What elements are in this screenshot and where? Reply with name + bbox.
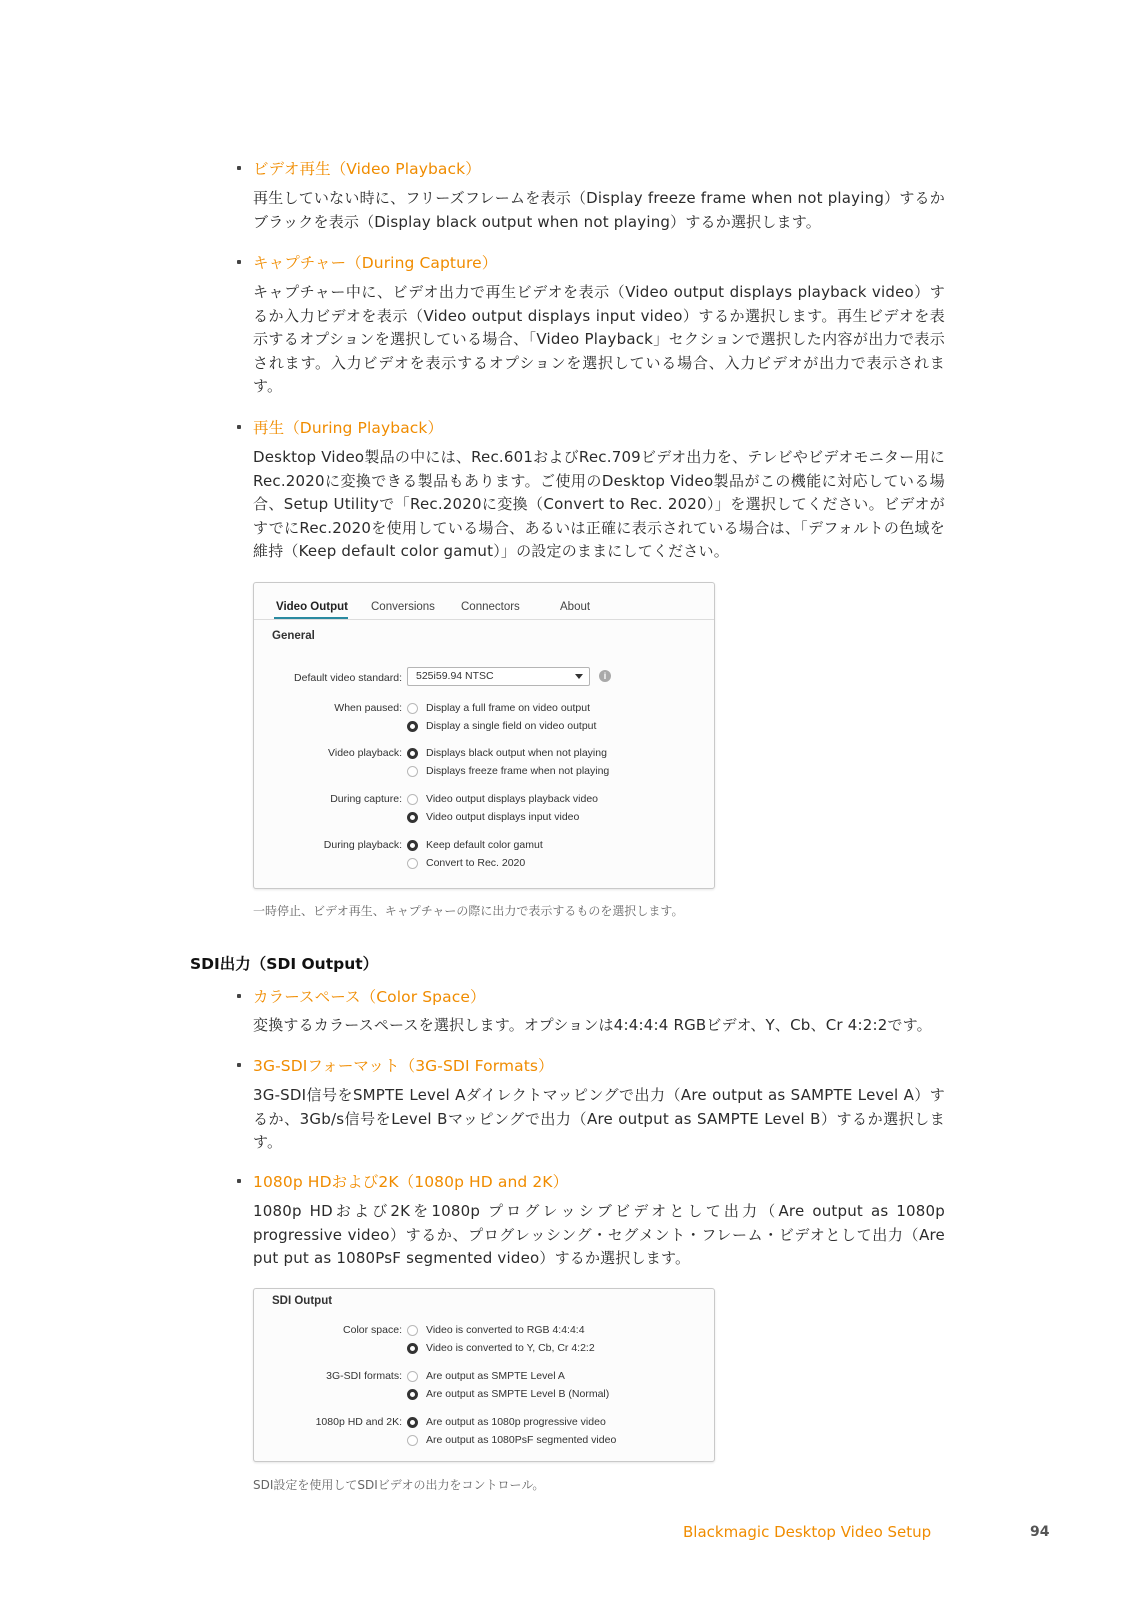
radio-level-a[interactable] xyxy=(407,1371,418,1382)
tab-video-output[interactable]: Video Output xyxy=(276,601,348,613)
option-label: Are output as 1080p progressive video xyxy=(426,1416,606,1428)
bullet-marker xyxy=(237,425,241,429)
heading-during-capture: キャプチャー（During Capture） xyxy=(253,254,498,272)
option-label: Convert to Rec. 2020 xyxy=(426,857,526,869)
page-number: 94 xyxy=(1030,1524,1050,1540)
radio-playback-freeze-frame[interactable] xyxy=(407,766,418,777)
option-label: Display a full frame on video output xyxy=(426,702,591,714)
option-label: Are output as 1080PsF segmented video xyxy=(426,1434,617,1446)
radio-1080p-progressive[interactable] xyxy=(407,1417,418,1428)
option-label: Video is converted to Y, Cb, Cr 4:2:2 xyxy=(426,1342,595,1354)
figure-caption-sdi-output: SDI設定を使用してSDIビデオの出力をコントロール。 xyxy=(253,1478,545,1492)
info-icon[interactable]: i xyxy=(599,670,611,682)
tab-conversions[interactable]: Conversions xyxy=(371,601,435,613)
heading-3g-sdi-formats: 3G-SDIフォーマット（3G-SDI Formats） xyxy=(253,1057,554,1075)
body-video-playback: 再生していない時に、フリーズフレームを表示（Display freeze frame when not playing）するかブラックを表示（Display black output when not playing）するか選択します。 xyxy=(253,189,945,231)
option-label: Displays black output when not playing xyxy=(426,747,607,759)
option-label: Video output displays playback video xyxy=(426,793,599,805)
body-1080p-hd-2k: 1080p HDおよび2Kを1080p プログレッシブビデオとして出力（Are output as 1080p progressive video）するか、プログレッシング・セグメント・フレーム・ビデオとして出力（Are put put as 1080PsF segmented video）するか選択します。 xyxy=(253,1202,945,1267)
radio-when-paused-full-frame[interactable] xyxy=(407,703,418,714)
tab-divider xyxy=(254,619,714,620)
radio-1080psf-segmented[interactable] xyxy=(407,1435,418,1446)
group-title-general: General xyxy=(272,630,315,642)
radio-keep-default-gamut[interactable] xyxy=(407,840,418,851)
radio-playback-black-output[interactable] xyxy=(407,748,418,759)
1080p-hd-2k-label: 1080p HD and 2K: xyxy=(315,1416,402,1428)
chevron-down-icon xyxy=(575,674,583,679)
option-label: Are output as SMPTE Level B (Normal) xyxy=(426,1388,610,1400)
radio-capture-input-video[interactable] xyxy=(407,812,418,823)
option-label: Displays freeze frame when not playing xyxy=(426,765,610,777)
radio-level-b[interactable] xyxy=(407,1389,418,1400)
tab-about[interactable]: About xyxy=(560,601,591,613)
group-title-sdi-output: SDI Output xyxy=(272,1295,333,1307)
radio-capture-playback-video[interactable] xyxy=(407,794,418,805)
body-during-playback: Desktop Video製品の中には、Rec.601およびRec.709ビデオ出力を、テレビやビデオモニター用にRec.2020に変換できる製品もあります。ご使用のDesktop Video製品がこの機能に対応している場合、Setup Utilityで「Rec.2020に変換（Convert to Rec. 2020）」を選択してください。ビデオがすでにRec.2020を使用している場合、あるいは正確に表示されている場合は、「デフォルトの色域を維持（Keep default color gamut）」の設定のままにしてください。 xyxy=(253,448,945,560)
video-playback-label: Video playback: xyxy=(328,747,402,759)
body-color-space: 変換するカラースペースを選択します。オプションは4:4:4:4 RGBビデオ、Y、Cb、Cr 4:2:2です。 xyxy=(253,1016,932,1034)
heading-during-playback: 再生（During Playback） xyxy=(253,419,444,437)
radio-convert-rec2020[interactable] xyxy=(407,858,418,869)
radio-when-paused-single-field[interactable] xyxy=(407,721,418,732)
body-3g-sdi-formats: 3G-SDI信号をSMPTE Level Aダイレクトマッピングで出力（Are output as SAMPTE Level A）するか、3Gb/s信号をLevel Bマッピングで出力（Are output as SAMPTE Level B）するか選択します。 xyxy=(253,1086,945,1151)
bullet-marker xyxy=(237,260,241,264)
color-space-label: Color space: xyxy=(343,1324,402,1336)
option-label: Keep default color gamut xyxy=(426,839,543,851)
default-standard-value: 525i59.94 NTSC xyxy=(416,670,494,682)
bullet-marker xyxy=(237,994,241,998)
option-label: Are output as SMPTE Level A xyxy=(426,1370,565,1382)
heading-color-space: カラースペース（Color Space） xyxy=(253,988,486,1006)
default-standard-select[interactable] xyxy=(407,667,590,686)
during-playback-label: During playback: xyxy=(323,839,402,851)
video-output-settings-panel xyxy=(253,582,715,889)
option-label: Display a single field on video output xyxy=(426,720,597,732)
radio-color-space-rgb[interactable] xyxy=(407,1325,418,1336)
when-paused-label: When paused: xyxy=(334,702,402,714)
sdi-output-settings-panel xyxy=(253,1288,715,1462)
bullet-marker xyxy=(237,166,241,170)
footer-brand: Blackmagic Desktop Video Setup xyxy=(683,1523,932,1541)
3g-sdi-formats-label: 3G-SDI formats: xyxy=(326,1370,402,1382)
option-label: Video output displays input video xyxy=(426,811,580,823)
heading-video-playback: ビデオ再生（Video Playback） xyxy=(253,160,481,178)
radio-color-space-ycbcr[interactable] xyxy=(407,1343,418,1354)
bullet-marker xyxy=(237,1063,241,1067)
heading-1080p-hd-2k: 1080p HDおよび2K（1080p HD and 2K） xyxy=(253,1173,569,1191)
section-title-sdi-output: SDI出力（SDI Output） xyxy=(190,955,379,973)
body-during-capture: キャプチャー中に、ビデオ出力で再生ビデオを表示（Video output displays playback video）するか入力ビデオを表示（Video output displays input video）するか選択します。再生ビデオを表示するオプションを選択している場合、「Video Playback」セクションで選択した内容が出力で表示されます。入力ビデオを表示するオプションを選択している場合、入力ビデオが出力で表示されます。 xyxy=(253,283,945,395)
option-label: Video is converted to RGB 4:4:4:4 xyxy=(426,1324,585,1336)
figure-caption-video-output: 一時停止、ビデオ再生、キャプチャーの際に出力で表示するものを選択します。 xyxy=(253,904,684,918)
bullet-marker xyxy=(237,1179,241,1183)
during-capture-label: During capture: xyxy=(330,793,402,805)
default-standard-label: Default video standard: xyxy=(294,672,402,684)
tab-connectors[interactable]: Connectors xyxy=(461,601,520,613)
